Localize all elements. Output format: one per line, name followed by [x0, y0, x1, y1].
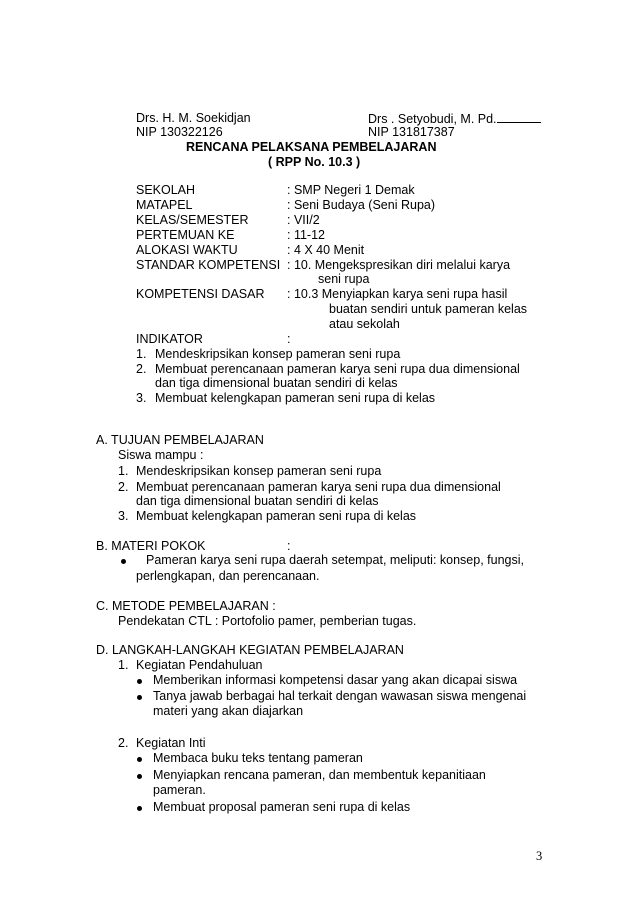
page-number: 3: [536, 849, 543, 863]
materi-item-1-cont: perlengkapan, dan perencanaan.: [136, 569, 320, 583]
identity-value-standar: : 10. Mengekspresikan diri melalui karya: [287, 258, 511, 272]
identity-value-sekolah: : SMP Negeri 1 Demak: [287, 183, 415, 197]
section-b-colon: :: [287, 539, 291, 553]
identity-label-indikator: INDIKATOR: [136, 332, 203, 346]
section-c-heading: C. METODE PEMBELAJARAN :: [96, 599, 276, 613]
inti-item-1: Membaca buku teks tentang pameran: [153, 751, 363, 765]
indikator-item-1: Mendeskripsikan konsep pameran seni rupa: [155, 347, 401, 361]
tujuan-item-3: Membuat kelengkapan pameran seni rupa di kelas: [136, 509, 417, 523]
tujuan-number-1: 1.: [118, 464, 129, 478]
left-signatory-nip: NIP 130322126: [136, 125, 223, 139]
section-c-body: Pendekatan CTL : Portofolio pamer, pemberian tugas.: [118, 614, 417, 628]
identity-value-kompetensi: : 10.3 Menyiapkan karya seni rupa hasil: [287, 287, 508, 301]
indikator-item-2-cont: dan tiga dimensional buatan sendiri di kelas: [155, 376, 398, 390]
identity-value-matapel: : Seni Budaya (Seni Rupa): [287, 198, 436, 212]
identity-label-kompetensi: KOMPETENSI DASAR: [136, 287, 265, 301]
identity-value-kelas: : VII/2: [287, 213, 320, 227]
langkah-sub-1: Kegiatan Pendahuluan: [136, 658, 263, 672]
langkah-number-1: 1.: [118, 658, 129, 672]
identity-label-kelas: KELAS/SEMESTER: [136, 213, 249, 227]
identity-label-sekolah: SEKOLAH: [136, 183, 196, 197]
inti-item-2: Menyiapkan rencana pameran, dan membentuk kepanitiaan: [153, 768, 486, 782]
identity-value-pertemuan: : 11-12: [287, 228, 325, 242]
signature-underline: [497, 111, 541, 123]
indikator-number-2: 2.: [136, 362, 147, 376]
identity-label-standar: STANDAR KOMPETENSI: [136, 258, 281, 272]
tujuan-item-1: Mendeskripsikan konsep pameran seni rupa: [136, 464, 382, 478]
document-title: RENCANA PELAKSANA PEMBELAJARAN: [186, 140, 437, 154]
tujuan-item-2-cont: dan tiga dimensional buatan sendiri di kelas: [136, 494, 379, 508]
identity-label-alokasi: ALOKASI WAKTU: [136, 243, 238, 257]
bullet-icon: [137, 679, 142, 684]
identity-value-kompetensi-cont: buatan sendiri untuk pameran kelas: [329, 302, 528, 316]
bullet-icon: [137, 806, 142, 811]
bullet-icon: [121, 559, 126, 564]
pendahuluan-item-2: Tanya jawab berbagai hal terkait dengan wawasan siswa mengenai: [153, 689, 527, 703]
identity-value-indikator: :: [287, 332, 291, 346]
document-subtitle: ( RPP No. 10.3 ): [268, 155, 361, 169]
identity-value-standar-cont: seni rupa: [318, 272, 370, 286]
section-b-heading: B. MATERI POKOK: [96, 539, 206, 553]
tujuan-number-3: 3.: [118, 509, 129, 523]
indikator-item-2: Membuat perencanaan pameran karya seni rupa dua dimensional: [155, 362, 520, 376]
pendahuluan-item-1: Memberikan informasi kompetensi dasar yang akan dicapai siswa: [153, 673, 518, 687]
bullet-icon: [137, 774, 142, 779]
section-a-heading: A. TUJUAN PEMBELAJARAN: [96, 433, 264, 447]
tujuan-number-2: 2.: [118, 480, 129, 494]
langkah-number-2: 2.: [118, 736, 129, 750]
indikator-number-3: 3.: [136, 391, 147, 405]
inti-item-3: Membuat proposal pameran seni rupa di kelas: [153, 800, 411, 814]
section-a-intro: Siswa mampu :: [118, 448, 204, 462]
bullet-icon: [137, 757, 142, 762]
inti-item-2-cont: pameran.: [153, 783, 206, 797]
right-signatory-nip: NIP 131817387: [368, 125, 455, 139]
indikator-item-3: Membuat kelengkapan pameran seni rupa di kelas: [155, 391, 436, 405]
materi-item-1: Pameran karya seni rupa daerah setempat, meliputi: konsep, fungsi,: [146, 553, 524, 567]
tujuan-item-2: Membuat perencanaan pameran karya seni rupa dua dimensional: [136, 480, 501, 494]
indikator-number-1: 1.: [136, 347, 147, 361]
right-signatory-name-text: Drs . Setyobudi, M. Pd.: [368, 112, 497, 126]
left-signatory-name: Drs. H. M. Soekidjan: [136, 111, 251, 125]
identity-value-alokasi: : 4 X 40 Menit: [287, 243, 365, 257]
identity-label-matapel: MATAPEL: [136, 198, 193, 212]
section-d-heading: D. LANGKAH-LANGKAH KEGIATAN PEMBELAJARAN: [96, 643, 404, 657]
identity-label-pertemuan: PERTEMUAN KE: [136, 228, 235, 242]
identity-value-kompetensi-cont2: atau sekolah: [329, 317, 400, 331]
langkah-sub-2: Kegiatan Inti: [136, 736, 206, 750]
pendahuluan-item-2-cont: materi yang akan diajarkan: [153, 704, 304, 718]
bullet-icon: [137, 695, 142, 700]
